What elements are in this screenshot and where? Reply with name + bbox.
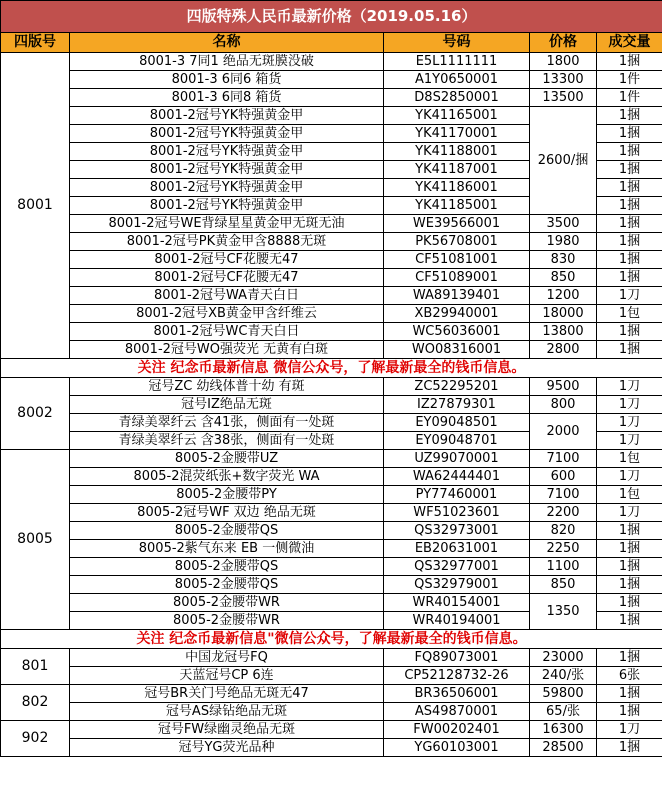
price-cell: 240/张 bbox=[530, 667, 597, 685]
table-row bbox=[1, 215, 662, 233]
volume-cell: 1捆 bbox=[597, 522, 662, 540]
volume-cell: 1刀 bbox=[597, 287, 662, 305]
code-cell: AS49870001 bbox=[384, 703, 530, 721]
name-cell: 冠号AS绿钻绝品无斑 bbox=[70, 703, 384, 721]
table-row bbox=[1, 522, 662, 540]
code-cell: CF51089001 bbox=[384, 269, 530, 287]
name-cell: 8001-3 6同6 箱货 bbox=[70, 71, 384, 89]
name-cell: 8001-3 7同1 绝品无斑膜没破 bbox=[70, 53, 384, 71]
volume-cell: 1捆 bbox=[597, 341, 662, 359]
table-row bbox=[1, 540, 662, 558]
code-cell: YK41165001 bbox=[384, 107, 530, 125]
code-cell: YK41186001 bbox=[384, 179, 530, 197]
code-cell: QS32977001 bbox=[384, 558, 530, 576]
volume-cell: 1捆 bbox=[597, 323, 662, 341]
version-cell: 902 bbox=[1, 721, 70, 757]
volume-cell: 1刀 bbox=[597, 468, 662, 486]
header-price: 价格 bbox=[530, 33, 597, 53]
name-cell: 8005-2紫气东来 EB 一侧微油 bbox=[70, 540, 384, 558]
price-cell: 1980 bbox=[530, 233, 597, 251]
name-cell: 青绿美翠纤云 含41张，侧面有一处斑 bbox=[70, 414, 384, 432]
price-cell: 830 bbox=[530, 251, 597, 269]
merged-price-cell: 2600/捆 bbox=[530, 107, 597, 215]
version-cell: 8001 bbox=[1, 53, 70, 359]
volume-cell: 1包 bbox=[597, 305, 662, 323]
merged-price-cell: 2000 bbox=[530, 414, 597, 450]
price-cell: 2250 bbox=[530, 540, 597, 558]
code-cell: YG60103001 bbox=[384, 739, 530, 757]
volume-cell: 1捆 bbox=[597, 540, 662, 558]
notice-banner: 关注 纪念币最新信息"微信公众号，了解最新最全的钱币信息。 bbox=[1, 630, 662, 649]
volume-cell: 1刀 bbox=[597, 414, 662, 432]
code-cell: QS32979001 bbox=[384, 576, 530, 594]
code-cell: EB20631001 bbox=[384, 540, 530, 558]
volume-cell: 1包 bbox=[597, 486, 662, 504]
table-row bbox=[1, 378, 662, 396]
volume-cell: 1捆 bbox=[597, 685, 662, 703]
volume-cell: 1捆 bbox=[597, 215, 662, 233]
code-cell: WE39566001 bbox=[384, 215, 530, 233]
name-cell: 8005-2金腰带WR bbox=[70, 612, 384, 630]
code-cell: IZ27879301 bbox=[384, 396, 530, 414]
price-cell: 9500 bbox=[530, 378, 597, 396]
table-row bbox=[1, 323, 662, 341]
price-cell: 16300 bbox=[530, 721, 597, 739]
price-cell: 7100 bbox=[530, 450, 597, 468]
price-cell: 800 bbox=[530, 396, 597, 414]
header-volume: 成交量 bbox=[597, 33, 662, 53]
volume-cell: 6张 bbox=[597, 667, 662, 685]
volume-cell: 1捆 bbox=[597, 269, 662, 287]
code-cell: CF51081001 bbox=[384, 251, 530, 269]
price-cell: 1100 bbox=[530, 558, 597, 576]
header-name: 名称 bbox=[70, 33, 384, 53]
price-cell: 1800 bbox=[530, 53, 597, 71]
name-cell: 8001-2冠号XB黄金甲含纤维云 bbox=[70, 305, 384, 323]
volume-cell: 1捆 bbox=[597, 161, 662, 179]
volume-cell: 1刀 bbox=[597, 721, 662, 739]
version-cell: 8002 bbox=[1, 378, 70, 450]
name-cell: 8001-2冠号WE背绿星星黄金甲无斑无油 bbox=[70, 215, 384, 233]
page-title: 四版特殊人民币最新价格（2019.05.16） bbox=[1, 1, 662, 33]
volume-cell: 1捆 bbox=[597, 558, 662, 576]
name-cell: 冠号YG荧光品种 bbox=[70, 739, 384, 757]
price-cell: 18000 bbox=[530, 305, 597, 323]
name-cell: 8001-2冠号WO强荧光 无黄有白斑 bbox=[70, 341, 384, 359]
code-cell: XB29940001 bbox=[384, 305, 530, 323]
volume-cell: 1捆 bbox=[597, 53, 662, 71]
name-cell: 冠号FW绿幽灵绝品无斑 bbox=[70, 721, 384, 739]
code-cell: CP52128732-26 bbox=[384, 667, 530, 685]
volume-cell: 1捆 bbox=[597, 143, 662, 161]
price-cell: 28500 bbox=[530, 739, 597, 757]
name-cell: 8005-2金腰带WR bbox=[70, 594, 384, 612]
name-cell: 8001-2冠号YK特强黄金甲 bbox=[70, 161, 384, 179]
table-row bbox=[1, 269, 662, 287]
table-row bbox=[1, 504, 662, 522]
code-cell: EY09048501 bbox=[384, 414, 530, 432]
name-cell: 冠号ZC 幼线体普十幼 有斑 bbox=[70, 378, 384, 396]
name-cell: 8005-2金腰带QS bbox=[70, 558, 384, 576]
code-cell: BR36506001 bbox=[384, 685, 530, 703]
volume-cell: 1捆 bbox=[597, 179, 662, 197]
name-cell: 8005-2冠号WF 双边 绝品无斑 bbox=[70, 504, 384, 522]
volume-cell: 1捆 bbox=[597, 125, 662, 143]
code-cell: YK41187001 bbox=[384, 161, 530, 179]
code-cell: D8S2850001 bbox=[384, 89, 530, 107]
table-row bbox=[1, 685, 662, 703]
code-cell: WA89139401 bbox=[384, 287, 530, 305]
name-cell: 8001-2冠号YK特强黄金甲 bbox=[70, 179, 384, 197]
code-cell: FQ89073001 bbox=[384, 649, 530, 667]
volume-cell: 1捆 bbox=[597, 197, 662, 215]
table-row bbox=[1, 233, 662, 251]
code-cell: A1Y0650001 bbox=[384, 71, 530, 89]
table-row bbox=[1, 251, 662, 269]
code-cell: WC56036001 bbox=[384, 323, 530, 341]
volume-cell: 1捆 bbox=[597, 649, 662, 667]
volume-cell: 1件 bbox=[597, 89, 662, 107]
name-cell: 8001-2冠号YK特强黄金甲 bbox=[70, 125, 384, 143]
name-cell: 8001-2冠号WA青天白日 bbox=[70, 287, 384, 305]
price-cell: 600 bbox=[530, 468, 597, 486]
code-cell: WO08316001 bbox=[384, 341, 530, 359]
volume-cell: 1捆 bbox=[597, 251, 662, 269]
table-row bbox=[1, 71, 662, 89]
code-cell: WA62444401 bbox=[384, 468, 530, 486]
name-cell: 8001-2冠号CF花腰无47 bbox=[70, 251, 384, 269]
header-version: 四版号 bbox=[1, 33, 70, 53]
price-cell: 850 bbox=[530, 576, 597, 594]
table-row bbox=[1, 703, 662, 721]
volume-cell: 1捆 bbox=[597, 107, 662, 125]
name-cell: 8001-2冠号YK特强黄金甲 bbox=[70, 107, 384, 125]
table-row bbox=[1, 53, 662, 71]
name-cell: 8005-2金腰带PY bbox=[70, 486, 384, 504]
code-cell: YK41185001 bbox=[384, 197, 530, 215]
code-cell: UZ99070001 bbox=[384, 450, 530, 468]
name-cell: 8001-2冠号PK黄金甲含8888无斑 bbox=[70, 233, 384, 251]
table-row bbox=[1, 594, 662, 612]
price-cell: 59800 bbox=[530, 685, 597, 703]
name-cell: 青绿美翠纤云 含38张，侧面有一处斑 bbox=[70, 432, 384, 450]
merged-price-cell: 1350 bbox=[530, 594, 597, 630]
volume-cell: 1捆 bbox=[597, 612, 662, 630]
price-cell: 2200 bbox=[530, 504, 597, 522]
table-row bbox=[1, 287, 662, 305]
code-cell: EY09048701 bbox=[384, 432, 530, 450]
name-cell: 冠号BR关门号绝品无斑无47 bbox=[70, 685, 384, 703]
name-cell: 8001-2冠号YK特强黄金甲 bbox=[70, 197, 384, 215]
volume-cell: 1刀 bbox=[597, 396, 662, 414]
name-cell: 8005-2混荧纸张+数字荧光 WA bbox=[70, 468, 384, 486]
price-cell: 850 bbox=[530, 269, 597, 287]
price-cell: 2800 bbox=[530, 341, 597, 359]
table-row bbox=[1, 305, 662, 323]
table-row bbox=[1, 396, 662, 414]
table-row bbox=[1, 558, 662, 576]
price-cell: 3500 bbox=[530, 215, 597, 233]
code-cell: QS32973001 bbox=[384, 522, 530, 540]
price-cell: 1200 bbox=[530, 287, 597, 305]
volume-cell: 1捆 bbox=[597, 233, 662, 251]
table-row bbox=[1, 107, 662, 125]
version-cell: 8005 bbox=[1, 450, 70, 630]
volume-cell: 1件 bbox=[597, 71, 662, 89]
code-cell: PY77460001 bbox=[384, 486, 530, 504]
price-cell: 13800 bbox=[530, 323, 597, 341]
table-row bbox=[1, 486, 662, 504]
table-row bbox=[1, 450, 662, 468]
volume-cell: 1捆 bbox=[597, 739, 662, 757]
table-row bbox=[1, 414, 662, 432]
volume-cell: 1包 bbox=[597, 450, 662, 468]
price-cell: 820 bbox=[530, 522, 597, 540]
name-cell: 8005-2金腰带QS bbox=[70, 576, 384, 594]
table-row bbox=[1, 341, 662, 359]
price-cell: 23000 bbox=[530, 649, 597, 667]
volume-cell: 1捆 bbox=[597, 576, 662, 594]
price-cell: 7100 bbox=[530, 486, 597, 504]
volume-cell: 1捆 bbox=[597, 703, 662, 721]
name-cell: 8001-2冠号CF花腰无47 bbox=[70, 269, 384, 287]
table-row bbox=[1, 667, 662, 685]
name-cell: 冠号IZ绝品无斑 bbox=[70, 396, 384, 414]
volume-cell: 1刀 bbox=[597, 432, 662, 450]
name-cell: 8005-2金腰带QS bbox=[70, 522, 384, 540]
name-cell: 8001-2冠号YK特强黄金甲 bbox=[70, 143, 384, 161]
notice-banner: 关注 纪念币最新信息 微信公众号，了解最新最全的钱币信息。 bbox=[1, 359, 662, 378]
volume-cell: 1刀 bbox=[597, 378, 662, 396]
code-cell: PK56708001 bbox=[384, 233, 530, 251]
volume-cell: 1捆 bbox=[597, 594, 662, 612]
price-cell: 65/张 bbox=[530, 703, 597, 721]
version-cell: 802 bbox=[1, 685, 70, 721]
code-cell: YK41170001 bbox=[384, 125, 530, 143]
code-cell: WF51023601 bbox=[384, 504, 530, 522]
table-row bbox=[1, 89, 662, 107]
name-cell: 天蓝冠号CP 6连 bbox=[70, 667, 384, 685]
volume-cell: 1刀 bbox=[597, 504, 662, 522]
table-row bbox=[1, 739, 662, 757]
code-cell: WR40194001 bbox=[384, 612, 530, 630]
name-cell: 8001-3 6同8 箱货 bbox=[70, 89, 384, 107]
table-row bbox=[1, 468, 662, 486]
table-row bbox=[1, 576, 662, 594]
table-row bbox=[1, 649, 662, 667]
header-code: 号码 bbox=[384, 33, 530, 53]
price-cell: 13300 bbox=[530, 71, 597, 89]
version-cell: 801 bbox=[1, 649, 70, 685]
name-cell: 8001-2冠号WC青天白日 bbox=[70, 323, 384, 341]
name-cell: 中国龙冠号FQ bbox=[70, 649, 384, 667]
name-cell: 8005-2金腰带UZ bbox=[70, 450, 384, 468]
code-cell: E5L1111111 bbox=[384, 53, 530, 71]
code-cell: FW00202401 bbox=[384, 721, 530, 739]
price-cell: 13500 bbox=[530, 89, 597, 107]
code-cell: YK41188001 bbox=[384, 143, 530, 161]
code-cell: WR40154001 bbox=[384, 594, 530, 612]
table-row bbox=[1, 721, 662, 739]
code-cell: ZC52295201 bbox=[384, 378, 530, 396]
